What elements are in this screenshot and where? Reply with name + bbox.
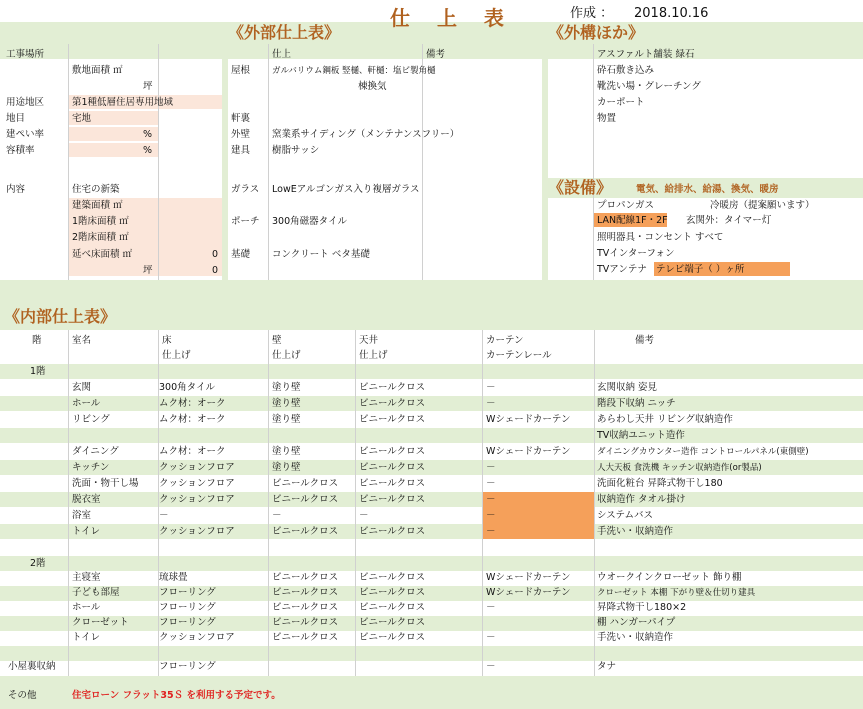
ceiling-finish: ビニールクロス [359,526,426,537]
floor-finish: クッションフロア [159,494,235,505]
equip-heating: 冷暖房（提案願います） [710,200,815,211]
roof-value-2: 棟換気 [358,81,387,92]
equip-antenna-terminal: テレビ端子（ ）ヶ所 [656,264,745,275]
roof-label: 屋根 [231,65,251,76]
ceiling-finish: ビニールクロス [359,494,426,505]
grid-line [158,44,159,280]
equipment-note: 電気、給排水、給湯、換気、暖房 [636,184,779,195]
row-band [0,524,863,539]
bottom-band-upper [0,280,863,292]
glass-value: LowEアルゴンガス入り複層ガラス [272,184,420,195]
wall-finish: ビニールクロス [272,526,339,537]
grid-line [268,44,269,280]
row-band [0,492,863,507]
attic-curtain: － [486,661,496,672]
orange-cell [482,492,594,539]
subheader-floor: 仕上げ [162,350,191,361]
note: TV収納ユニット造作 [597,430,685,441]
attic-floor: フローリング [159,661,216,672]
note: 玄関収納 姿見 [597,382,658,393]
wall-value: 窯業系サイディング（メンテナンスフリー） [272,129,460,140]
porch-value: 300角磁器タイル [272,216,347,227]
content-label: 内容 [6,184,26,195]
curtain: － [486,510,496,521]
note: 手洗い・収納造作 [597,526,674,537]
equip-outlet: 玄関外：タイマー灯 [686,215,772,226]
foundation-value: コンクリート ベタ基礎 [272,249,370,260]
ceiling-finish: ビニールクロス [359,446,426,457]
ceiling-finish: ビニールクロス [359,382,426,393]
heading-exterior: 《外部仕上表》 [228,23,341,42]
wall-finish: 塗り壁 [272,414,301,425]
ceiling-finish: ビニールクロス [359,462,426,473]
wall-finish: ビニールクロス [272,478,339,489]
building-area-label: 建築面積 ㎡ [72,200,123,211]
floor-finish: フローリング [159,587,216,598]
grid-line [482,330,483,676]
curtain: － [486,632,496,643]
grid-line [594,330,595,676]
ceiling-finish: ビニールクロス [359,632,426,643]
note: 階段下収納 ニッチ [597,398,676,409]
subheader-wall: 仕上げ [272,350,301,361]
curtain: － [486,382,496,393]
floor-finish: ムク材：オーク [159,398,226,409]
floor-finish: ムク材：オーク [159,414,226,425]
wall-finish: ビニールクロス [272,617,339,628]
other-label: その他 [8,690,37,701]
heading-interior: 《内部仕上表》 [4,307,117,326]
equip-lighting: 照明器具・コンセント すべて [597,232,724,243]
eaves-label: 軒裏 [231,113,251,124]
room-name: ダイニング [72,446,119,457]
room-name: リビング [72,414,110,425]
room-name: 脱衣室 [72,494,101,505]
porch-label: ポーチ [231,216,260,227]
note: 人大天板 食洗機 キッチン収納造作(or製品) [597,463,762,473]
floor-finish: クッションフロア [159,478,235,489]
site-item: 靴洗い場・グレーチング [597,81,701,92]
glass-label: ガラス [231,184,260,195]
grid-line [593,44,594,280]
wall-finish: 塗り壁 [272,462,301,473]
room-name: ホール [72,602,101,613]
interior-title-band [0,292,863,330]
created-date: 2018.10.16 [634,6,709,21]
curtain: － [486,526,496,537]
equip-antenna: TVアンテナ [597,264,647,275]
total-area-label: 延べ床面積 ㎡ [72,249,133,260]
curtain: Wシェードカーテン [486,587,571,598]
floor-finish: 琉球畳 [159,572,188,583]
content-value: 住宅の新築 [72,184,120,195]
foundation-label: 基礎 [231,249,251,260]
heading-site: 《外構ほか》 [548,23,645,42]
floor2-label: 2階 [30,558,46,569]
col-header-room: 室名 [72,335,92,346]
ceiling-finish: ビニールクロス [359,414,426,425]
wall-finish: ビニールクロス [272,572,339,583]
subheader-curtain: カーテンレール [486,350,552,361]
grid-line [355,330,356,676]
room-name: 玄関 [72,382,92,393]
floor2-area-label: 2階床面積 ㎡ [72,232,129,243]
heading-equipment: 《設備》 [548,178,613,197]
col-header-ceiling: 天井 [359,335,379,346]
curtain: Wシェードカーテン [486,572,571,583]
ceiling-finish: ビニールクロス [359,398,426,409]
wall-label: 外壁 [231,129,251,140]
note: 手洗い・収納造作 [597,632,674,643]
ceiling-finish: ビニールクロス [359,617,426,628]
ext-header-finish: 仕上 [272,49,292,60]
zoning-value: 第1種低層住居専用地域 [72,97,174,108]
site-item: カーポート [597,97,645,108]
roof-value: ガルバリウム鋼板 竪樋、軒樋：塩ビ製角樋 [272,66,436,76]
curtain: － [486,462,496,473]
ceiling-finish: ビニールクロス [359,572,426,583]
attic-note: タナ [597,661,617,672]
note: 洗面化粧台 昇降式物干し180 [597,478,723,489]
curtain: － [486,478,496,489]
band-right-top [548,44,863,59]
equip-gas: プロパンガス [597,200,655,211]
grid-line [422,44,423,280]
total-tsubo-value: 0 [212,265,219,276]
wall-finish: 塗り壁 [272,398,301,409]
floor-finish: フローリング [159,617,216,628]
site-item: 物置 [597,113,617,124]
far-label: 容積率 [6,145,35,156]
room-name: トイレ [72,526,101,537]
wall-finish: － [272,510,282,521]
curtain: Wシェードカーテン [486,414,571,425]
grid-line [268,330,269,676]
wall-finish: ビニールクロス [272,494,339,505]
floor-finish: 300角タイル [159,382,215,393]
floor-finish: クッションフロア [159,462,235,473]
wall-finish: ビニールクロス [272,632,339,643]
ext-header-note: 備考 [426,49,446,60]
wall-finish: 塗り壁 [272,382,301,393]
row-band [0,428,863,443]
total-area-value: 0 [212,249,219,260]
room-name: 洗面・物干し場 [72,478,139,489]
curtain: － [486,602,496,613]
equip-intercom: TVインターフォン [597,248,675,259]
ceiling-finish: ビニールクロス [359,602,426,613]
floor1-label: 1階 [30,366,46,377]
note: ダイニングカウンター造作 コントロールパネル(東側壁) [597,447,809,457]
zoning-label: 用途地区 [6,97,45,108]
col-header-wall: 壁 [272,335,282,346]
wall-finish: 塗り壁 [272,446,301,457]
equip-lan: LAN配線1F・2F [597,215,668,226]
total-tsubo-label: 坪 [143,265,153,276]
bcr-unit: % [143,129,153,140]
floor-finish: フローリング [159,602,216,613]
site-label: 工事場所 [6,49,45,60]
floor-finish: ムク材：オーク [159,446,226,457]
wall-finish: ビニールクロス [272,602,339,613]
col-header-curtain: カーテン [486,335,524,346]
floor-finish: クッションフロア [159,632,235,643]
col-header-note: 備考 [635,335,655,346]
room-name: トイレ [72,632,101,643]
floor1-area-label: 1階床面積 ㎡ [72,216,129,227]
note: クローゼット 本棚 下がり壁＆仕切り建具 [597,588,756,598]
attic-label: 小屋裏収納 [8,661,56,672]
fixture-value: 樹脂サッシ [272,145,320,156]
floor-finish: クッションフロア [159,526,235,537]
col-sep [542,44,548,280]
floor-finish: － [159,510,169,521]
curtain: － [486,398,496,409]
ceiling-finish: － [359,510,369,521]
note: システムバス [597,510,654,521]
note: 棚 ハンガーパイプ [597,617,676,628]
ceiling-finish: ビニールクロス [359,478,426,489]
row-band [0,616,863,631]
site-area-label: 敷地面積 ㎡ [72,65,123,76]
land-label: 地目 [6,113,26,124]
room-name: キッチン [72,462,110,473]
bcr-label: 建ぺい率 [6,129,45,140]
far-unit: % [143,145,153,156]
col-header-floor-level: 階 [32,335,42,346]
room-name: 子ども部屋 [72,587,120,598]
room-name: ホール [72,398,101,409]
page-title: 仕 上 表 [390,6,514,30]
subheader-ceiling: 仕上げ [359,350,388,361]
ceiling-finish: ビニールクロス [359,587,426,598]
col-header-floor: 床 [162,335,172,346]
created-label: 作成 ： [570,6,614,21]
grid-line [68,44,69,280]
wall-finish: ビニールクロス [272,587,339,598]
room-name: クローゼット [72,617,129,628]
site-item: アスファルト舗装 緑石 [597,49,695,60]
note: あらわし天井 リビング収納造作 [597,414,733,425]
note: 昇降式物干し180×2 [597,602,687,613]
fixture-label: 建具 [231,145,251,156]
row-band [0,364,863,379]
curtain: － [486,494,496,505]
room-name: 浴室 [72,510,92,521]
row-band [0,396,863,411]
grid-line [68,330,69,676]
land-value: 宅地 [72,113,92,124]
note: 収納造作 タオル掛け [597,494,686,505]
other-note: 住宅ローン フラット35Ｓ を利用する予定です。 [72,690,281,701]
col-sep [222,44,228,280]
curtain: Wシェードカーテン [486,446,571,457]
row-band [0,556,863,571]
note: ウオークインクローゼット 飾り棚 [597,572,742,583]
tsubo-label: 坪 [143,81,153,92]
row-band [0,646,863,661]
room-name: 主寝室 [72,572,101,583]
site-item: 砕石敷き込み [597,65,655,76]
